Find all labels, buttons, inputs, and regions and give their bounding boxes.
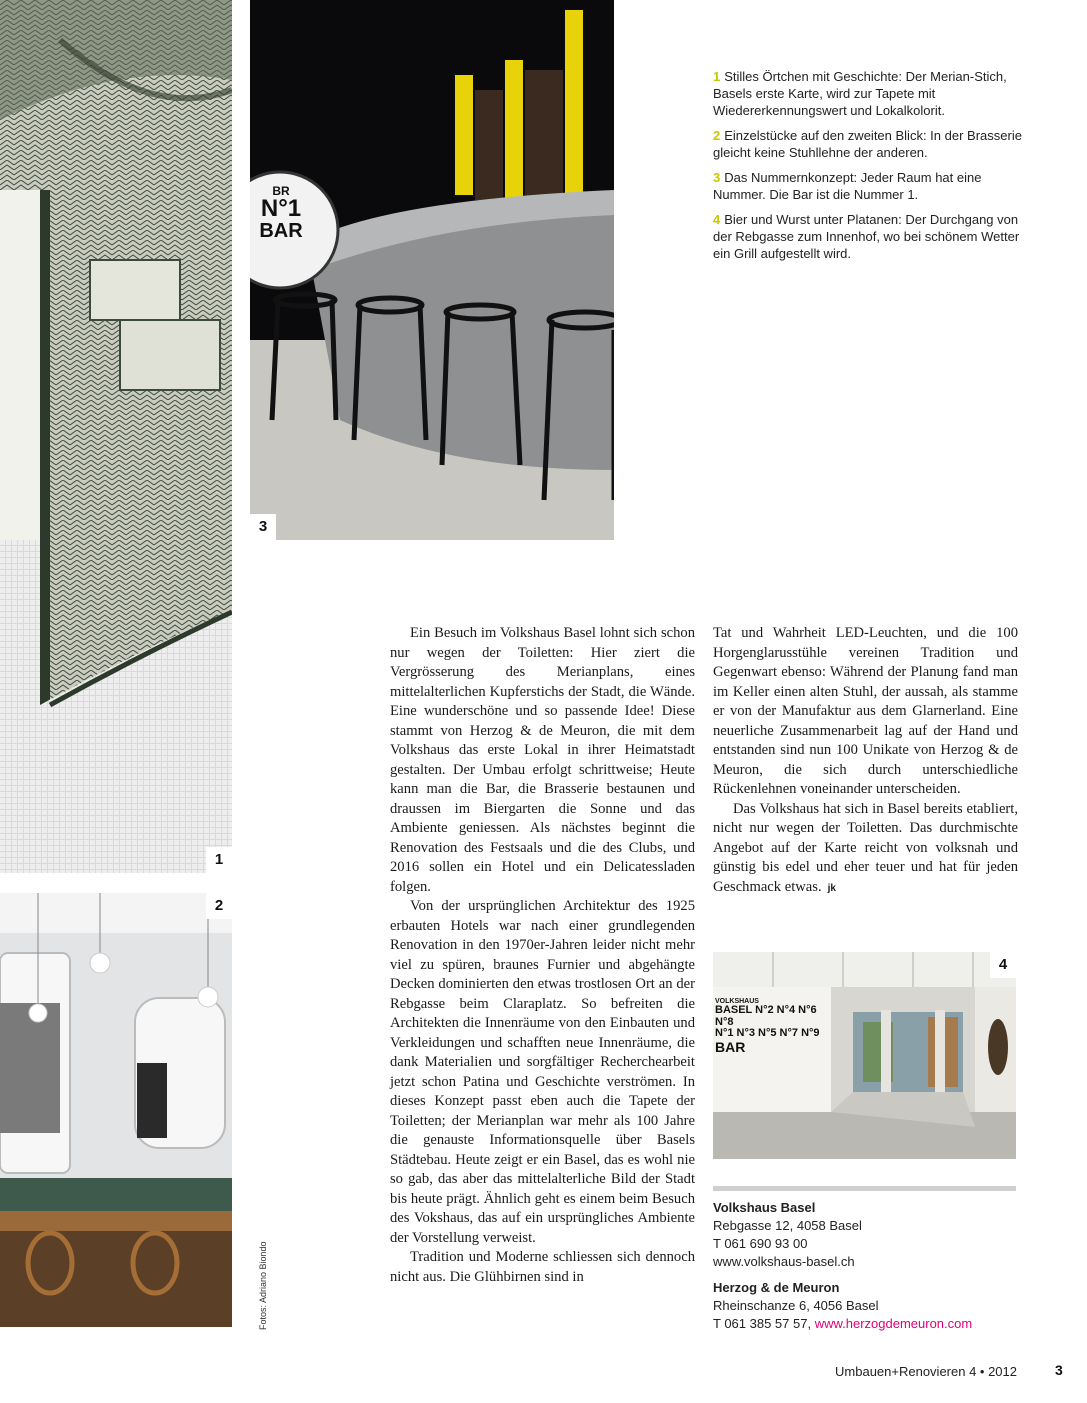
photo-brasserie-image: [0, 893, 232, 1327]
caption-2: [713, 127, 1025, 161]
caption-number: 2: [713, 128, 721, 143]
photo-passage: [713, 952, 1016, 1159]
caption-text: Bier und Wurst unter Platanen: Der Durchgang von der Rebgasse zum Innenhof, wo bei schönem Wetter ein Grill aufgestellt wird.: [713, 212, 1020, 261]
caption-text: Einzelstücke auf den zweiten Blick: In der Brasserie gleicht keine Stuhllehne der anderen.: [713, 128, 1022, 160]
photo-passage-image: [713, 952, 1016, 1159]
photo-bar-image: [250, 0, 614, 540]
article-paragraph-text: Das Volkshaus hat sich in Basel bereits etabliert, nicht nur wegen der Toiletten. Das durchmischte Angebot auf der Karte reicht von volksnah und günstig bis edel und eher teuer und hat für jeden Geschmack etwas.: [713, 800, 1018, 895]
photo-toilet-wallpaper-image: [0, 0, 232, 873]
architect-name: Herzog & de Meuron: [713, 1280, 840, 1295]
venue-phone: T 061 690 93 00: [713, 1236, 808, 1251]
article-paragraph: [713, 800, 1018, 899]
caption-text: Das Nummernkonzept: Jeder Raum hat eine Nummer. Die Bar ist die Nummer 1.: [713, 170, 982, 202]
passage-sign-row1: VOLKSHAUS: [715, 998, 759, 1005]
passage-sign-row3: N°1 N°3 N°5 N°7 N°9: [715, 1027, 820, 1040]
venue-name: Volkshaus Basel: [713, 1200, 816, 1215]
caption-number: 4: [713, 212, 721, 227]
caption-number: 1: [713, 69, 721, 84]
photo-credit: Fotos: Adriano Biondo: [258, 1241, 268, 1330]
page-number: 3: [1055, 1362, 1063, 1378]
article-paragraph: Von der ursprünglichen Architektur des 1925 erbauten Hotels war nach einer grundlegenden Renovation in den 1970er-Jahren leider nicht mehr viel zu spüren, braunes Furnier und abgehängte Decken dominierten den etwas trostlosen Ort an der Rebgasse beim Claraplatz. So befreiten die Architekten die Innenräume von den Einbauten und Verkleidungen und schafften neue Innenräume, die dank Materialien und sorgfältiger Recherchearbeit jetzt schon Patina und Geschichte verströmen. In dieses Konzept passt eben auch die Tapete der Toiletten; der Merianplan war mehr als 100 Jahre die genauste Informationsquelle über Basels Städtebau. Heute zeigt er ein Basel, das es wohl nie so gab, das aber das mittelalterliche Bild der Stadt bis heute prägt. Ähnlich geht es einem beim Besuch des Vokshaus, das auf ein ursprüngliches Ambiente der Vorstellung verweist.: [390, 898, 695, 1246]
passage-sign: [715, 998, 829, 1055]
article-paragraph: Tat und Wahrheit LED-Leuchten, und die 100 Horgenglarusstühle vereinen Tradition und Gegenwart ebenso: Während der Planung fand man im Keller einen alten Stuhl, der aussah, als stamme er von der Manufaktur aus dem Glarnerland. Eine neuerliche Zusammenarbeit lag auf der Hand und entstanden sind nun 100 Unikate von Herzog & de Meuron, die sich durch unterschiedliche Rückenlehnen voneinander unterscheiden.: [713, 625, 1018, 797]
architect-address: Rheinschanze 6, 4056 Basel: [713, 1298, 879, 1313]
article-column-2: [713, 624, 1018, 898]
article-column-1: [390, 624, 695, 1287]
photo-bar: [250, 0, 614, 540]
caption-number: 3: [713, 170, 721, 185]
photo-captions: [713, 68, 1025, 270]
architect-phone: T 061 385 57 57,: [713, 1316, 815, 1331]
caption-4: [713, 211, 1025, 262]
footer-magazine: Umbauen+Renovieren 4 • 2012: [835, 1364, 1017, 1379]
caption-text: Stilles Örtchen mit Geschichte: Der Merian-Stich, Basels erste Karte, wird zur Tapete mit Wiedererkennungswert und Lokalkolorit.: [713, 69, 1007, 118]
bar-sign-line1: BR: [272, 184, 290, 198]
author-signature: jk: [827, 882, 836, 894]
venue-info: [713, 1199, 1016, 1271]
passage-sign-row4: BAR: [715, 1038, 746, 1055]
passage-sign-row2: BASEL N°2 N°4 N°6 N°8: [715, 1004, 817, 1028]
photo-number-3: 3: [250, 514, 276, 540]
venue-website-link[interactable]: www.volkshaus-basel.ch: [713, 1254, 855, 1269]
photo-brasserie: [0, 893, 232, 1327]
venue-address: Rebgasse 12, 4058 Basel: [713, 1218, 862, 1233]
architect-info: [713, 1279, 1016, 1333]
bar-sign-line3: BAR: [259, 220, 303, 242]
info-box: [713, 1186, 1016, 1341]
photo-number-1: 1: [206, 847, 232, 873]
article-paragraph: Ein Besuch im Volkshaus Basel lohnt sich schon nur wegen der Toiletten: Hier ziert die Vergrösserung des Merianplans, eines mittelalterlichen Kupferstichs der Stadt, die Wände. Eine wunderschöne und so passende Idee! Diese stammt von Herzog & de Meuron, die mit dem Volkshaus das erste Lokal in ihrer Heimatstadt gestalten. Der Umbau erfolgt schrittweise; Heute kann man die Bar, die Brasserie bestaunen und draussen im Biergarten die Sonne und das Ambiente geniessen. Als nächstes beginnt die Renovation des Festsaals und die des Clubs, und 2016 sollen ein Hotel und ein Delicatessladen folgen.: [390, 625, 695, 895]
bar-sign: [254, 185, 308, 241]
photo-number-4: 4: [990, 952, 1016, 978]
article-paragraph: Tradition und Moderne schliessen sich dennoch nicht aus. Die Glühbirnen sind in: [390, 1249, 695, 1285]
photo-toilet-wallpaper: [0, 0, 232, 873]
architect-website-link[interactable]: www.herzogdemeuron.com: [814, 1316, 973, 1331]
architect-contact: [713, 1315, 1016, 1333]
caption-1: [713, 68, 1025, 119]
bar-sign-line2: N°1: [260, 195, 302, 222]
caption-3: [713, 169, 1025, 203]
photo-number-2: 2: [206, 893, 232, 919]
